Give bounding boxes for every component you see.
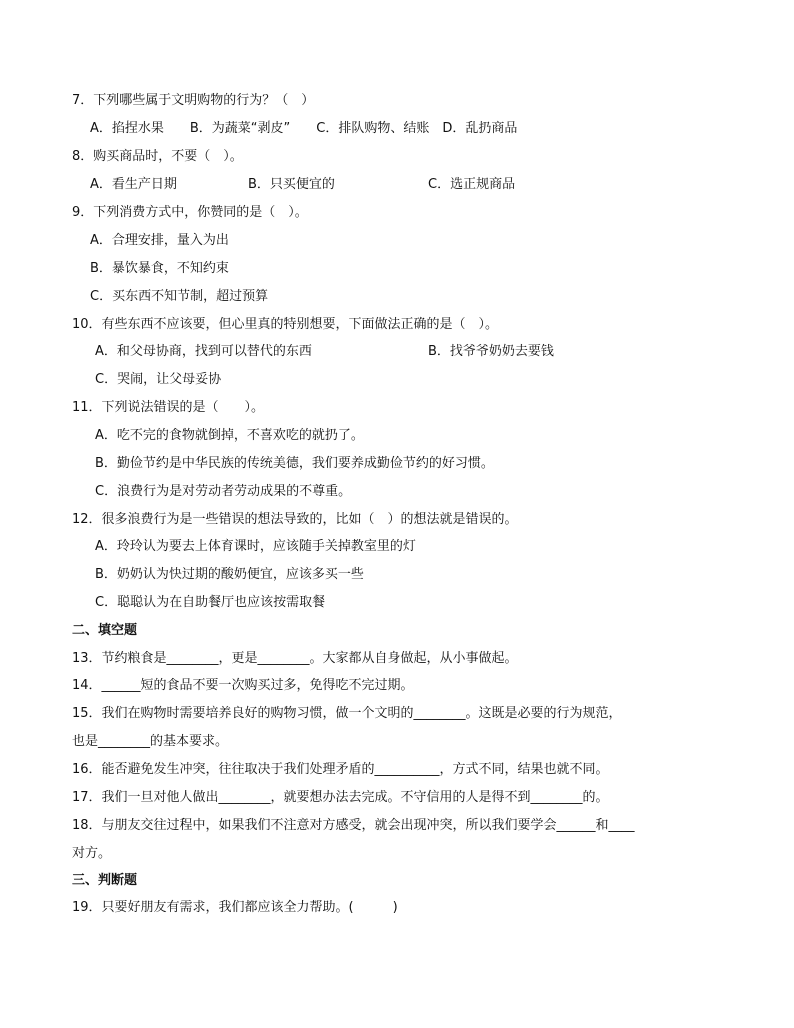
question-12-option-b: B．奶奶认为快过期的酸奶便宜，应该多买一些 bbox=[95, 567, 364, 582]
question-10-option-c: C．哭闹，让父母妥协 bbox=[95, 372, 222, 387]
question-9: 9．下列消费方式中，你赞同的是（ ）。 bbox=[72, 205, 308, 220]
question-16: 16．能否避免发生冲突，往往取决于我们处理矛盾的__________，方式不同，结果也就不同。 bbox=[72, 762, 609, 777]
question-15-line-1: 15．我们在购物时需要培养良好的购物习惯，做一个文明的________。这既是必要的行为规范， bbox=[72, 706, 622, 721]
question-9-option-c: C．买东西不知节制，超过预算 bbox=[90, 289, 269, 304]
question-11-option-c: C．浪费行为是对劳动者劳动成果的不尊重。 bbox=[95, 484, 352, 499]
question-8-option-a: A．看生产日期 bbox=[90, 177, 177, 192]
question-19: 19．只要好朋友有需求，我们都应该全力帮助。( ) bbox=[72, 900, 398, 915]
question-11: 11．下列说法错误的是（ ）。 bbox=[72, 400, 265, 415]
question-8: 8．购买商品时，不要（ ）。 bbox=[72, 149, 243, 164]
question-12-option-c: C．聪聪认为在自助餐厅也应该按需取餐 bbox=[95, 595, 326, 610]
question-9-option-a: A．合理安排，量入为出 bbox=[90, 233, 229, 248]
question-18-line-1: 18．与朋友交往过程中，如果我们不注意对方感受，就会出现冲突，所以我们要学会______和____ bbox=[72, 818, 635, 833]
question-8-option-b: B．只买便宜的 bbox=[248, 177, 335, 192]
question-12-option-a: A．玲玲认为要去上体育课时，应该随手关掉教室里的灯 bbox=[95, 539, 416, 554]
question-15-line-2: 也是________的基本要求。 bbox=[72, 734, 229, 749]
question-11-option-b: B．勤俭节约是中华民族的传统美德，我们要养成勤俭节约的好习惯。 bbox=[95, 456, 494, 471]
question-7: 7．下列哪些属于文明购物的行为？（ ） bbox=[72, 93, 315, 108]
question-14: 14．______短的食品不要一次购买过多，免得吃不完过期。 bbox=[72, 678, 414, 693]
question-10: 10．有些东西不应该要，但心里真的特别想要，下面做法正确的是（ ）。 bbox=[72, 317, 499, 332]
question-12: 12．很多浪费行为是一些错误的想法导致的，比如（ ）的想法就是错误的。 bbox=[72, 512, 518, 527]
question-18-line-2: 对方。 bbox=[72, 846, 112, 861]
question-11-option-a: A．吃不完的食物就倒掉，不喜欢吃的就扔了。 bbox=[95, 428, 364, 443]
question-9-option-b: B．暴饮暴食，不知约束 bbox=[90, 261, 229, 276]
question-10-option-a: A．和父母协商，找到可以替代的东西 bbox=[95, 344, 312, 359]
question-13: 13．节约粮食是________，更是________。大家都从自身做起，从小事做起。 bbox=[72, 651, 518, 666]
section-fill-in-blank-heading: 二、填空题 bbox=[72, 623, 138, 638]
question-10-option-b: B．找爷爷奶奶去要钱 bbox=[428, 344, 554, 359]
question-8-option-c: C．选正规商品 bbox=[428, 177, 516, 192]
question-17: 17．我们一旦对他人做出________，就要想办法去完成。不守信用的人是得不到________的。 bbox=[72, 790, 609, 805]
section-true-false-heading: 三、判断题 bbox=[72, 873, 138, 888]
question-7-options: A．掐捏水果 B．为蔬菜“剥皮” C．排队购物、结账 D．乱扔商品 bbox=[90, 121, 518, 136]
